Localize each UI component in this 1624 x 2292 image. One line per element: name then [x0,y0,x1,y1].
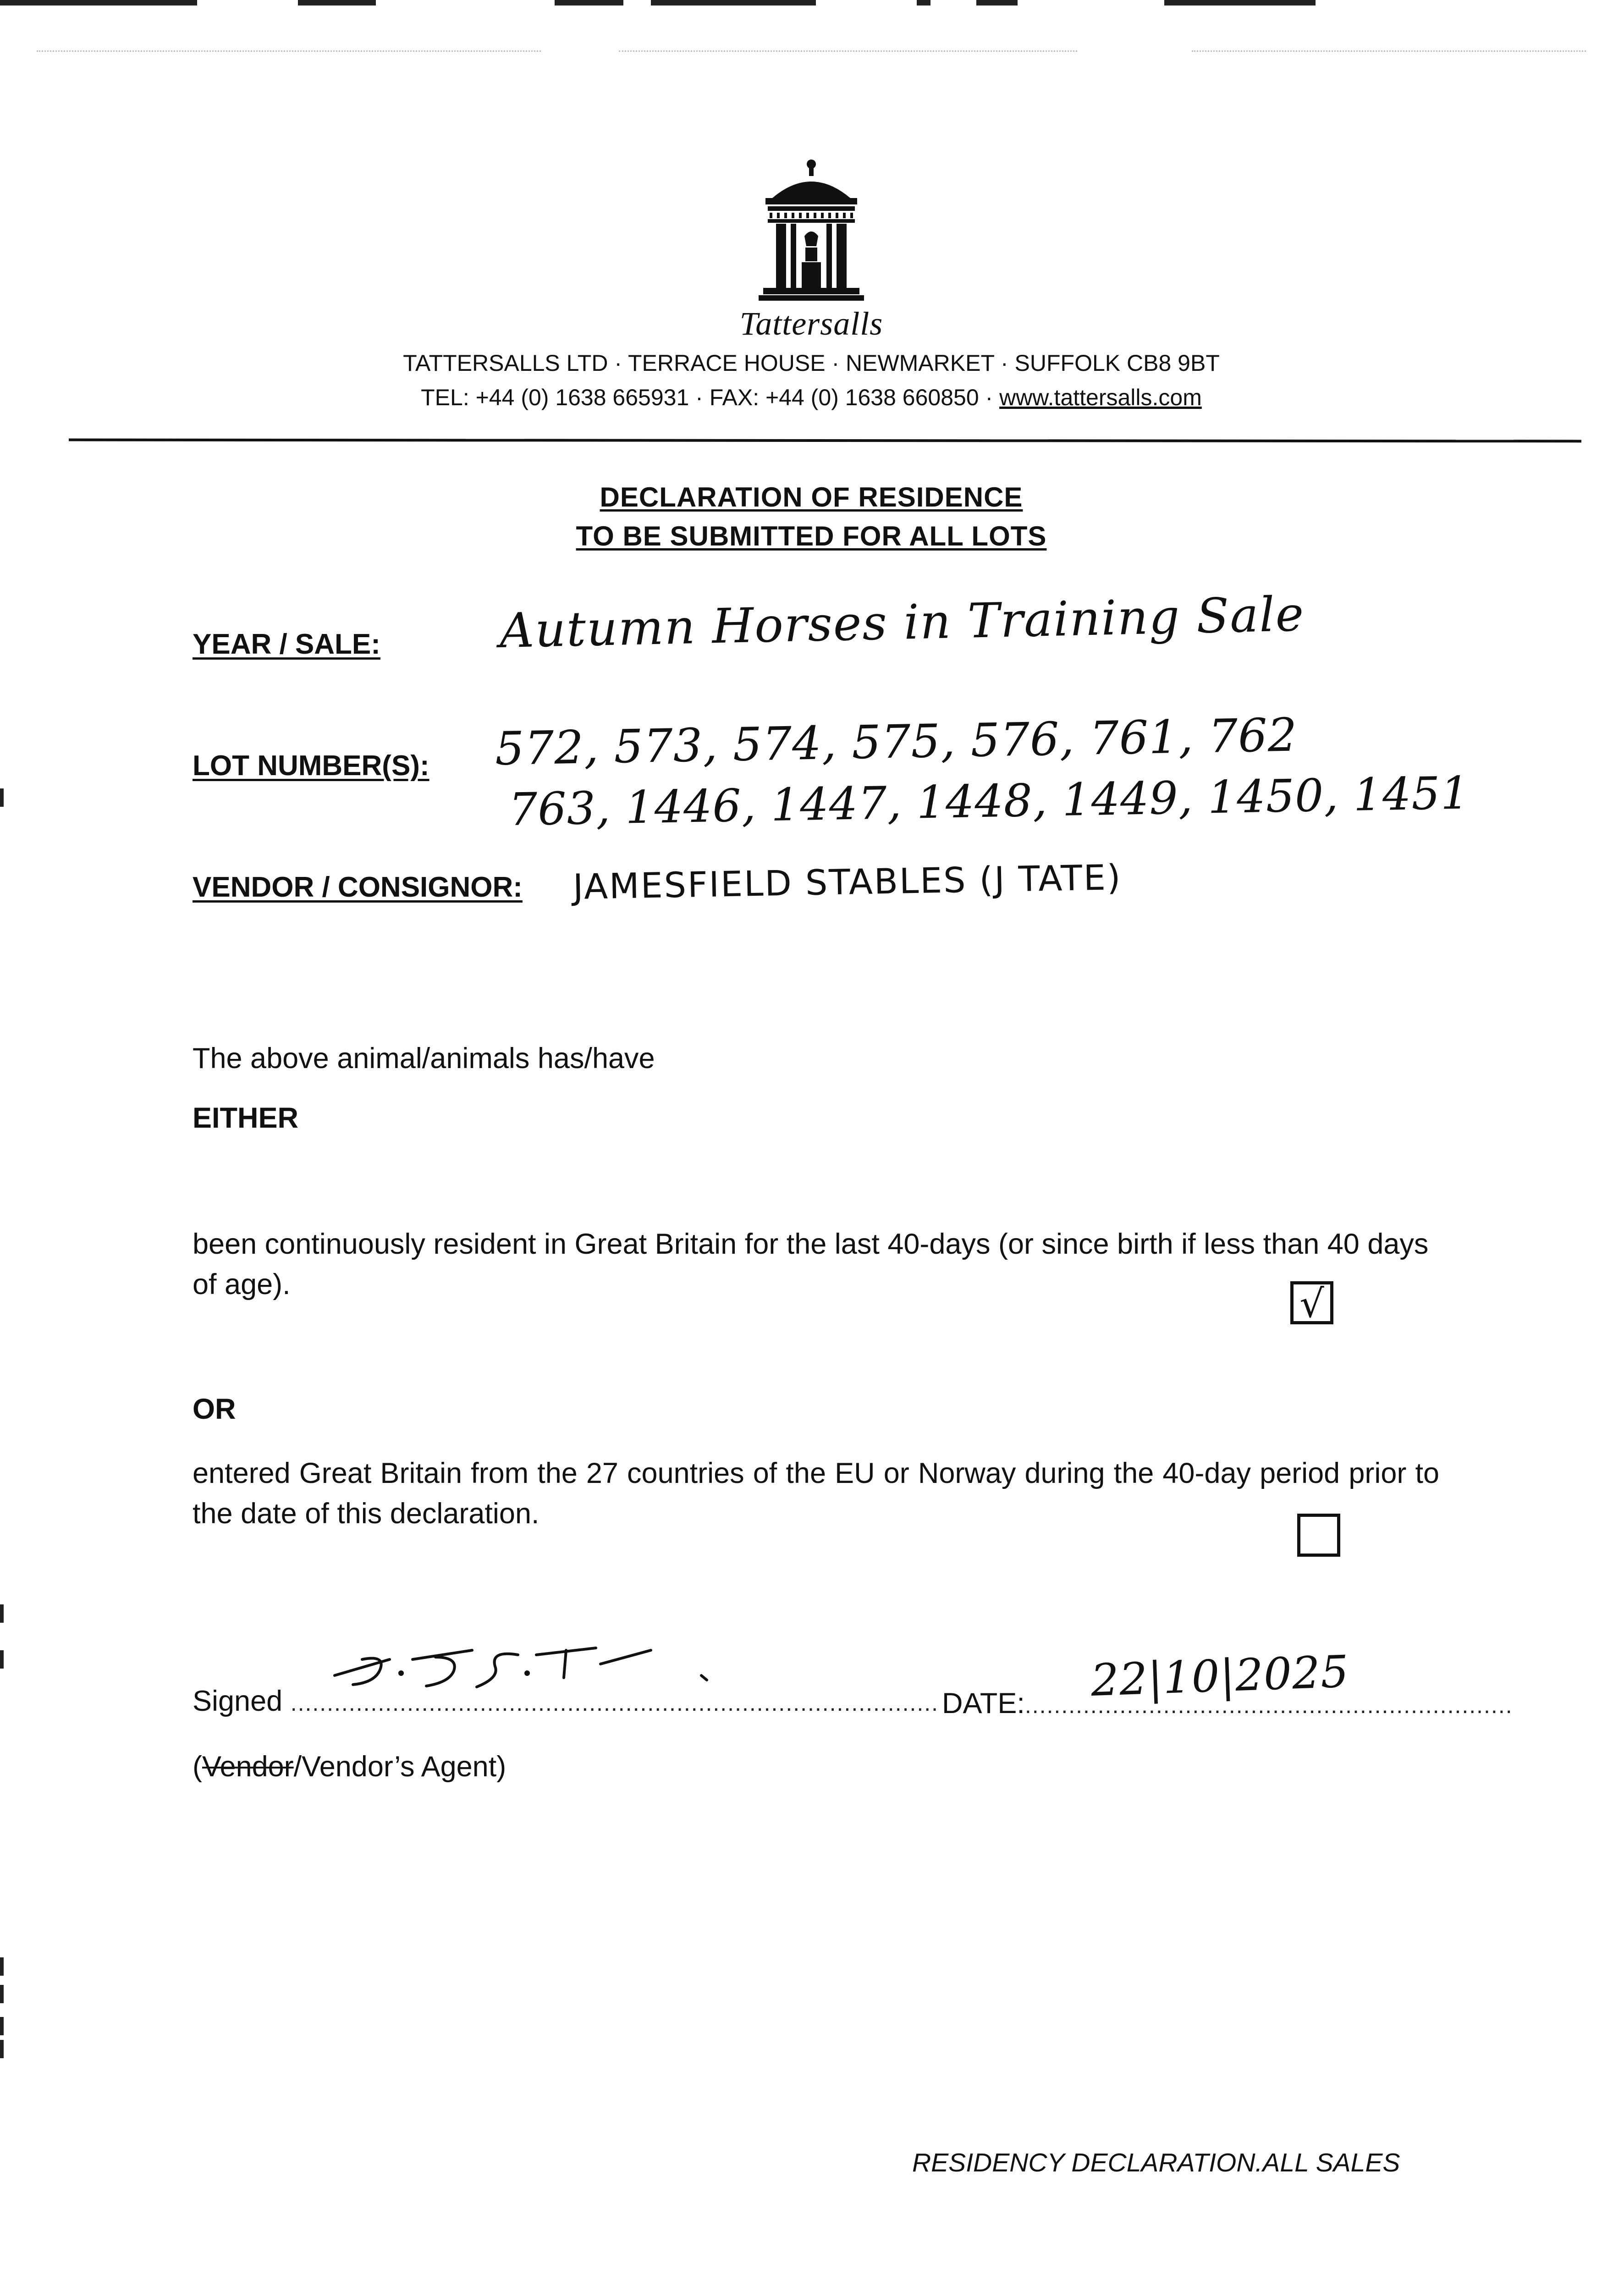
brand-name: Tattersalls [739,305,883,342]
contact-phone-fax: TEL: +44 (0) 1638 665931 · FAX: +44 (0) 1638 660850 · [421,385,1000,410]
lot-numbers-field-line1[interactable]: 572, 573, 574, 575, 576, 761, 762 [494,708,1298,776]
footer-reference: RESIDENCY DECLARATION.ALL SALES [912,2148,1400,2177]
company-contact [275,384,1348,411]
scan-artifact-dots [37,50,541,54]
company-address: TATTERSALLS LTD · TERRACE HOUSE · NEWMARKET · SUFFOLK CB8 9BT [403,350,1220,376]
role-vendor-agent: /Vendor’s Agent) [293,1751,506,1783]
header-divider [69,439,1581,443]
option2-text: entered Great Britain from the 27 countries of the EU or Norway during the 40-day period prior to the date of this declaration. [193,1457,1439,1530]
scan-artifact-dots [619,50,1077,54]
either-heading: EITHER [193,1102,299,1134]
handwritten-signature-icon [321,1632,733,1710]
date-value[interactable]: 22|10|2025 [1090,1646,1350,1706]
year-sale-field[interactable]: Autumn Horses in Training Sale [499,586,1305,659]
date-label: DATE: [942,1687,1025,1719]
role-open-paren: ( [193,1751,202,1783]
intro-text: The above animal/animals has/have [193,1042,655,1074]
year-sale-label: YEAR / SALE: [193,628,380,660]
or-heading: OR [193,1393,236,1425]
lot-numbers-field-line2[interactable]: 763, 1446, 1447, 1448, 1449, 1450, 1451 [508,767,1470,836]
tattersalls-logo-icon [754,156,869,307]
form-title [458,481,1164,513]
form-subtitle [458,520,1164,552]
option1-checkbox[interactable]: √ [1290,1281,1333,1324]
vendor-consignor-field[interactable]: JAMESFIELD STABLES (J TATE) [573,857,1123,907]
website-link[interactable]: www.tattersalls.com [999,385,1202,410]
scan-artifact-top [0,0,1624,18]
scan-artifact-dots [1192,50,1586,54]
form-title-line2: TO BE SUBMITTED FOR ALL LOTS [576,521,1047,551]
option2-checkbox[interactable] [1297,1514,1340,1557]
date-line[interactable]: ................................................................... [1024,1692,1513,1718]
vendor-consignor-label: VENDOR / CONSIGNOR: [193,871,523,903]
signed-label: Signed [193,1685,283,1717]
option1-text: been continuously resident in Great Britain for the last 40-days (or since birth if less than 40 days of age). [193,1228,1429,1300]
signature-line[interactable]: ......................................................................................... [290,1690,939,1716]
form-title-line1: DECLARATION OF RESIDENCE [600,482,1023,512]
role-vendor-struck: Vendor [202,1751,294,1783]
signatory-role [193,1750,506,1783]
lot-numbers-label: LOT NUMBER(S): [193,750,429,782]
